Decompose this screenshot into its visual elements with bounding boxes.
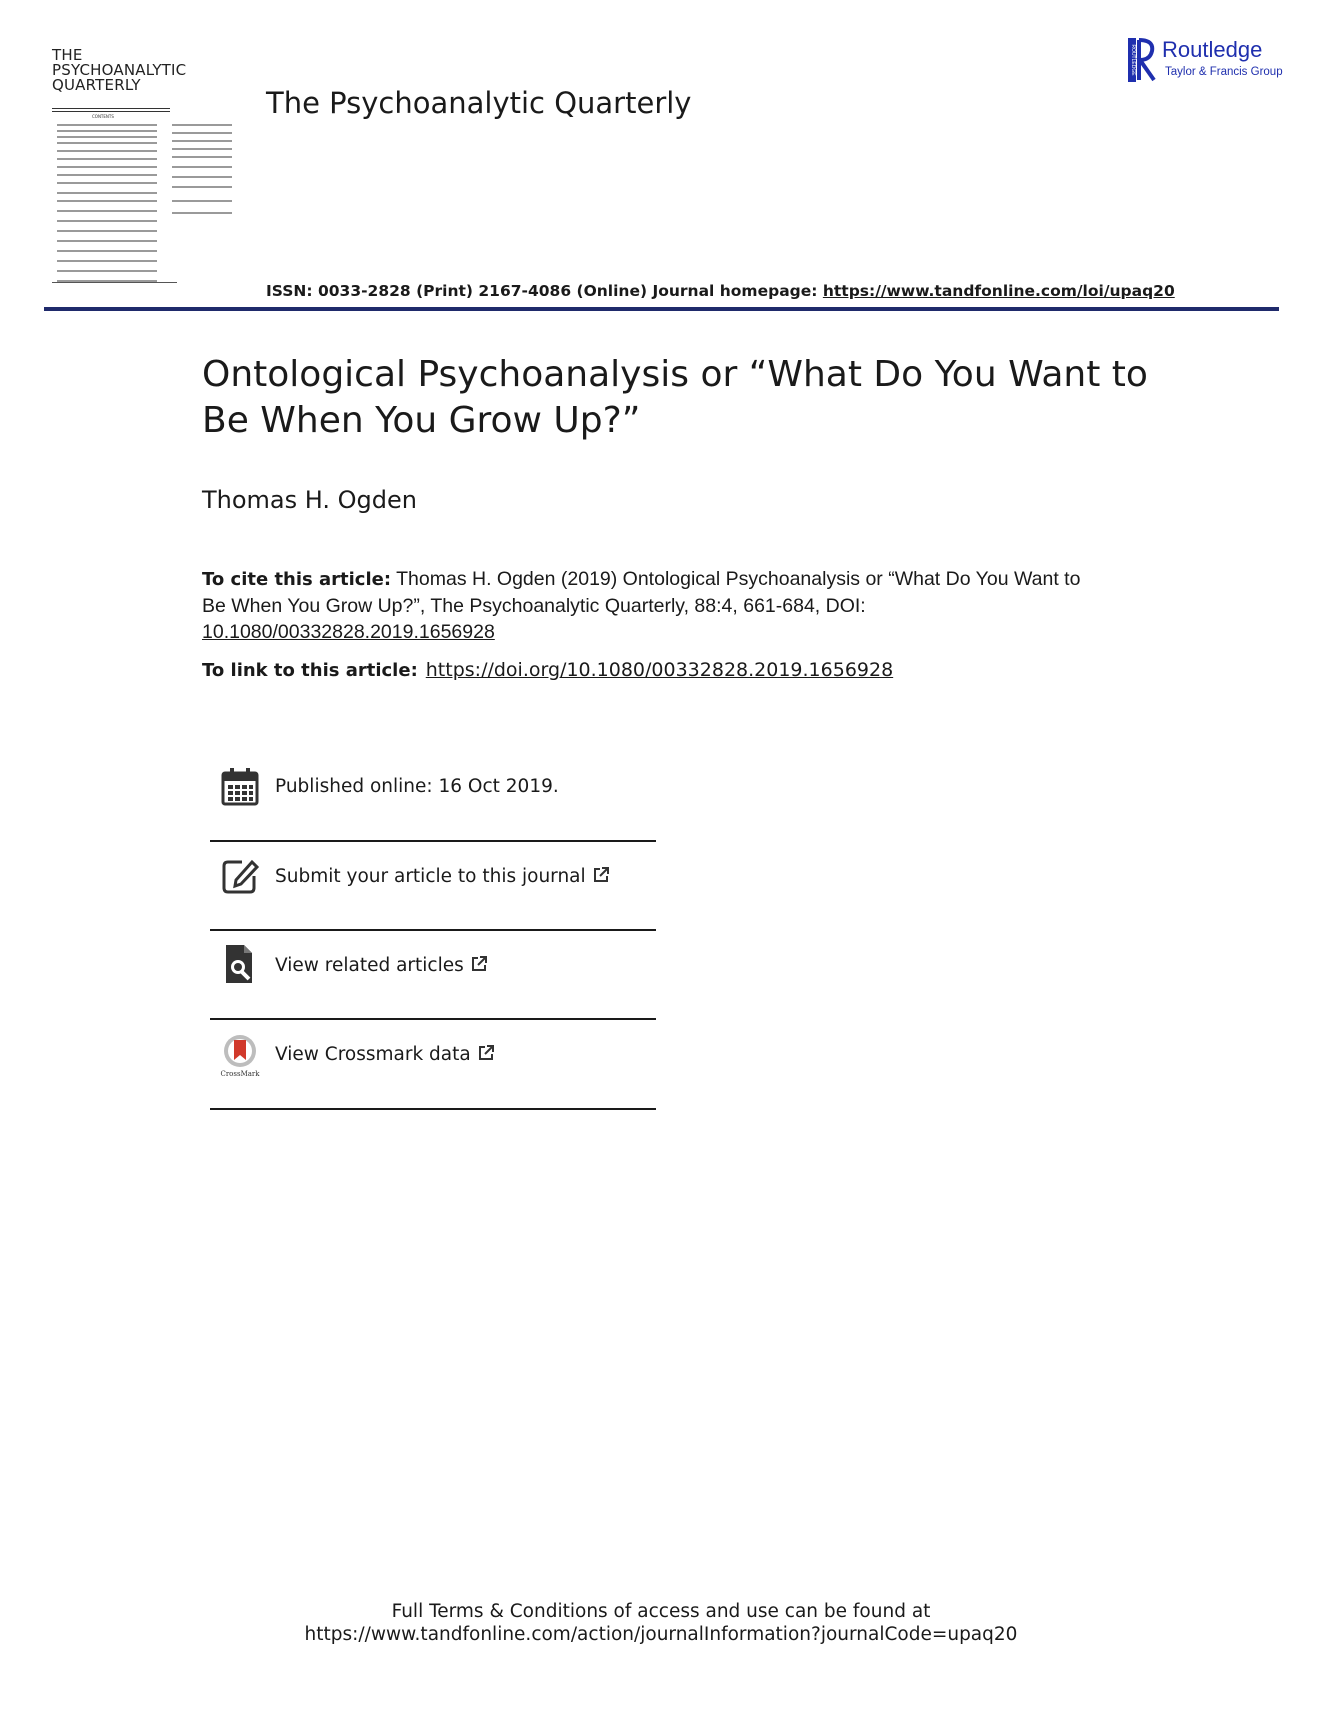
related-articles-label: View related articles [275,955,464,976]
crossmark-caption: CrossMark [220,1070,260,1078]
external-link-icon [470,955,488,973]
publisher-tagline: Taylor & Francis Group [1165,66,1283,78]
external-link-icon [592,866,610,884]
journal-name: The Psychoanalytic Quarterly [266,86,692,120]
publisher-name: Routledge [1162,37,1263,62]
logo-vertical-text: ROUTLEDGE [1130,44,1136,76]
article-doi-link[interactable]: https://doi.org/10.1080/00332828.2019.1656928 [425,659,894,681]
footer-terms-link[interactable]: https://www.tandfonline.com/action/journalInformation?journalCode=upaq20 [304,1624,1018,1645]
article-link-row [202,659,893,681]
issn-line [266,282,1175,300]
divider [210,1108,656,1110]
journal-cover-thumbnail [52,48,242,298]
calendar-icon [220,766,260,806]
link-label: To link to this article: [202,660,418,681]
cite-text: Thomas H. Ogden (2019) Ontological Psychoanalysis or “What Do You Want to Be When You Grow Up?”, The Psychoanalytic Quarterly, 88:4, 661-684, DOI: [202,568,1081,617]
crossmark-icon [220,1034,260,1078]
article-title: Ontological Psychoanalysis or “What Do You Want to Be When You Grow Up?” [202,354,1148,441]
crossmark-label: View Crossmark data [275,1044,471,1065]
divider [210,929,656,931]
article-author: Thomas H. Ogden [202,486,417,514]
cover-footer-rule [52,282,177,285]
external-link-icon [477,1044,495,1062]
submit-article-link[interactable] [275,866,610,887]
cover-contents-label: CONTENTS [92,114,114,119]
related-articles-link[interactable] [275,955,488,976]
divider [210,1018,656,1020]
cover-title-line: THE [52,46,83,64]
submit-article-label: Submit your article to this journal [275,866,586,887]
published-online-label: Published online: 16 Oct 2019. [275,776,559,797]
footer-line-1: Full Terms & Conditions of access and use can be found at [391,1601,931,1622]
divider [210,840,656,842]
cover-rule [52,108,170,112]
issn-text: ISSN: 0033-2828 (Print) 2167-4086 (Online) Journal homepage: [266,282,823,300]
document-search-icon [220,945,260,985]
terms-footer [0,1600,1322,1646]
cover-title-line: QUARTERLY [52,76,141,94]
cite-label: To cite this article: [202,569,392,590]
routledge-logo-icon [1128,38,1156,82]
cite-doi-link[interactable]: 10.1080/00332828.2019.1656928 [202,621,495,643]
crossmark-link[interactable] [275,1044,495,1065]
journal-homepage-link[interactable]: https://www.tandfonline.com/loi/upaq20 [822,282,1175,300]
citation-block [202,566,1082,645]
edit-icon [220,856,260,896]
cover-title-line: PSYCHOANALYTIC [52,61,187,79]
header-rule [44,307,1279,311]
